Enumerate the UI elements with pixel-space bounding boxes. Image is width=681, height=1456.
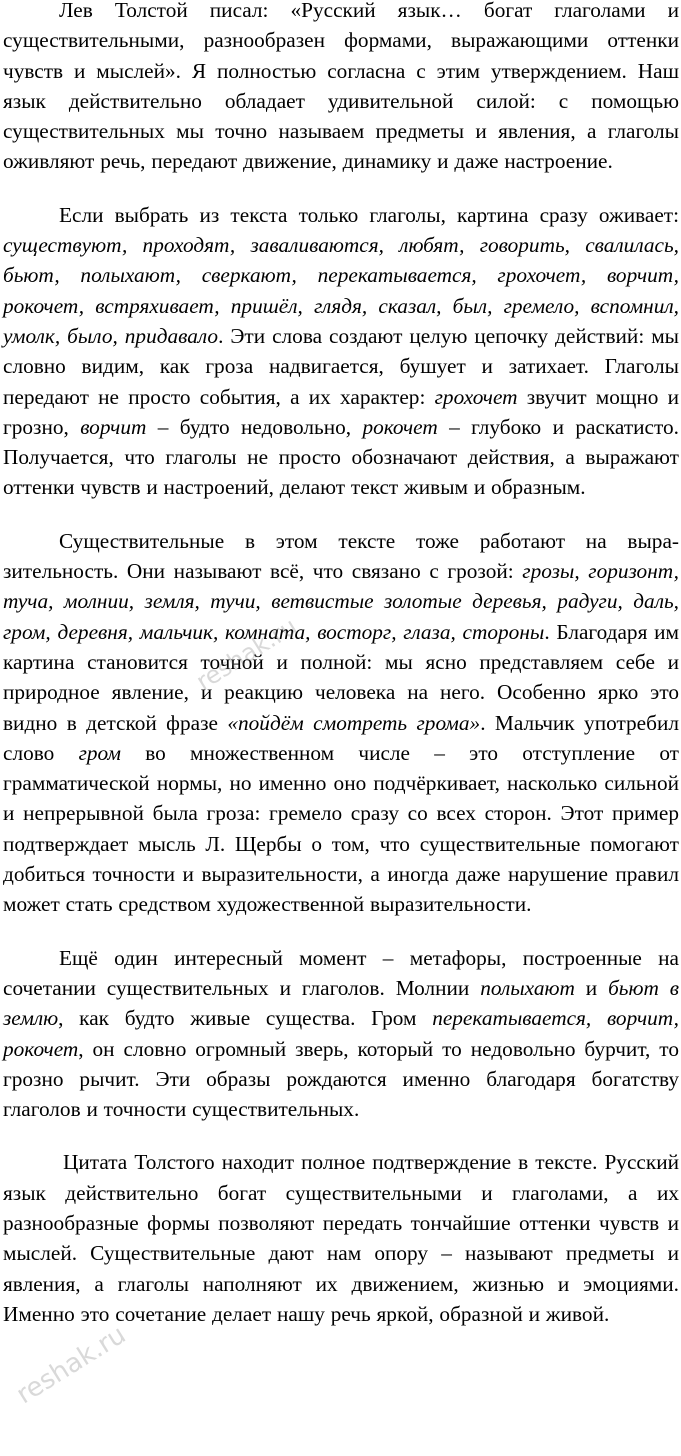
italic-run: ворчит	[80, 414, 147, 439]
italic-run: грохочет	[434, 384, 518, 409]
italic-run: гром	[78, 740, 121, 765]
italic-run: перекатывается, ворчит, рокочет	[3, 1006, 679, 1061]
paragraph-5	[3, 1147, 679, 1329]
paragraph-2	[3, 200, 679, 503]
text-run: Если выбрать из текста только глаголы, картина сразу оживает:	[59, 202, 679, 227]
text-run: . Мальчик употребил слово	[3, 710, 679, 765]
text-run: звучит мощно и грозно,	[3, 384, 679, 439]
watermark-bottom: reshak.ru	[11, 1319, 132, 1411]
text-run: и	[574, 975, 609, 1000]
essay-document	[3, 0, 679, 1329]
italic-run: существуют, проходят, заваливаются, любят, говорить, свалилась, бьют, полыхают, сверкают, перекатывается, грохочет, ворчит, рокочет, встряхивает, пришёл, глядя, сказал, был, гремело, вспомнил, умолк, было, придавало	[3, 233, 679, 348]
italic-run: полыхают	[480, 975, 575, 1000]
italic-run: рокочет	[362, 414, 438, 439]
paragraph-3	[3, 526, 679, 920]
text-run: во множественном числе – это отступление от грамматической нормы, но именно оно подчёркивает, насколько сильной и непрерывной была гроза: гремело сразу со всех сторон. Этот пример подтверждает мысль Л. Щербы о том, что существительные помогают добиться точности и выразительности, а иногда даже нарушение правил может стать средством художественной выразительности.	[3, 740, 679, 917]
italic-run: грозы, горизонт, туча, молнии, земля, тучи, ветвистые золотые деревья, радуги, даль, гром, деревня, мальчик, комната, восторг, глаза, стороны	[3, 559, 680, 644]
text-run: – будто недовольно,	[146, 414, 363, 439]
text-run: , он словно огромный зверь, который то недовольно бурчит, то грозно рычит. Эти образы рождаются именно благодаря богатству глаголов и точности существительных.	[3, 1036, 679, 1122]
paragraph-4	[3, 943, 679, 1125]
text-run: , как будто живые существа. Гром	[58, 1006, 433, 1031]
text-run: Цитата Толстого находит полное подтверждение в тексте. Русский язык действительно богат существительными и глаголами, а их разнообразные формы позволяют передать тончайшие оттенки чувств и мыслей. Существительные дают нам опору – называют предметы и явления, а глаголы наполняют их движением, жизнью и эмоциями. Именно это сочетание делает нашу речь яркой, образной и живой.	[3, 1150, 679, 1326]
text-run: – глубоко и раскатисто. Получается, что глаголы не просто обозначают действия, а выражают оттенки чувств и настроений, делают текст живым и образным.	[3, 414, 679, 500]
text-run: Ещё один интересный момент – метафоры, построенные на сочетании существительных и глаголов. Молнии	[3, 945, 679, 1000]
watermark-middle: reshak.ru	[191, 612, 302, 696]
italic-run: бьют в землю	[3, 975, 679, 1031]
text-run: . Эти слова создают целую цепочку действий: мы словно видим, как гроза надвигается, бушует и затихает. Глаголы передают не просто события, а их характер:	[3, 323, 679, 409]
text-run: . Благодаря им картина становится точной и полной: мы ясно представляем себе и природное явление, и реакцию человека на него. Особенно ярко это видно в детской фразе	[3, 619, 679, 735]
text-run: Лев Толстой писал: «Русский язык… богат глаголами и существительными, разнообразен формами, выражающими оттенки чувств и мыслей». Я полностью согласна с этим утверждением. Наш язык действительно обладает удивительной силой: с помощью существительных мы точно называем предметы и явления, а глаголы оживляют речь, передают движение, динамику и даже настроение.	[3, 0, 679, 174]
text-run: Существительные в этом тексте тоже работают на выразительность. Они называют всё, что связано с грозой:	[3, 528, 679, 584]
paragraph-1	[3, 0, 679, 177]
italic-run: «пойдём смотреть грома»	[227, 710, 481, 735]
